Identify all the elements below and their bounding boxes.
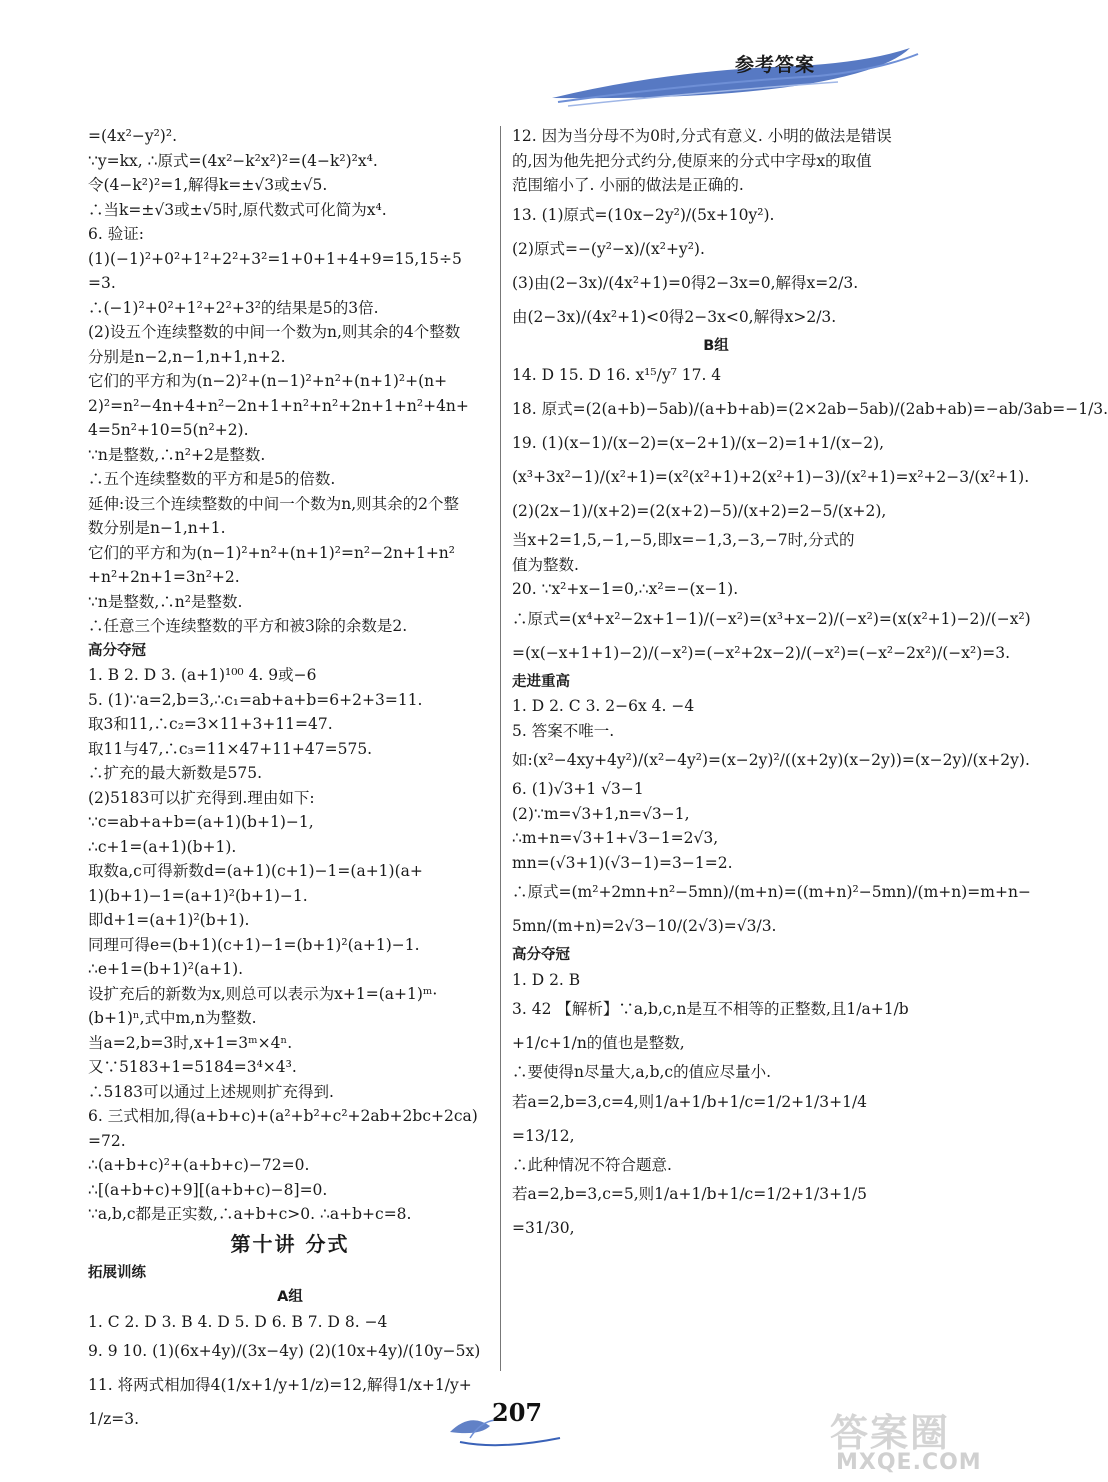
text-line: (2)原式=−(y²−x)/(x²+y²).	[512, 239, 705, 258]
text-line: ∵c=ab+a+b=(a+1)(b+1)−1,	[88, 813, 314, 831]
text-line: ∴e+1=(b+1)²(a+1).	[88, 960, 244, 978]
text-line: =(x(−x+1+1)−2)/(−x²)=(−x²+2x−2)/(−x²)=(−x²−2x²)/(−x²)=3.	[512, 643, 1011, 662]
text-line: 14. D 15. D 16. x¹⁵/y⁷ 17. 4	[512, 366, 722, 384]
text-line: =31/30,	[512, 1219, 575, 1237]
text-line: 当a=2,b=3时,x+1=3ᵐ×4ⁿ.	[88, 1033, 293, 1052]
text-line: 若a=2,b=3,c=5,则1/a+1/b+1/c=1/2+1/3+1/5	[512, 1185, 868, 1203]
text-line: ∵n是整数,∴n²是整数.	[88, 592, 243, 611]
text-line: 6. 验证:	[88, 225, 144, 243]
text-line: 6. (1)√3+1 √3−1	[512, 780, 644, 798]
text-line: 它们的平方和为(n−1)²+n²+(n+1)²=n²−2n+1+n²	[88, 543, 455, 562]
text-line: (b+1)ⁿ,式中m,n为整数.	[88, 1009, 257, 1027]
text-line: 值为整数.	[512, 555, 579, 574]
text-line: 3. 42 【解析】∵a,b,c,n是互不相等的正整数,且1/a+1/b	[512, 1000, 909, 1018]
text-line: ∴此种情况不符合题意.	[512, 1155, 672, 1174]
text-line: 它们的平方和为(n−2)²+(n−1)²+n²+(n+1)²+(n+	[88, 372, 448, 390]
text-line: +n²+2n+1=3n²+2.	[88, 568, 240, 586]
text-line: (2)∵m=√3+1,n=√3−1,	[512, 804, 690, 823]
text-line: 范围缩小了. 小丽的做法是正确的.	[512, 176, 744, 194]
column-divider	[500, 126, 501, 1371]
page-number: 207	[492, 1398, 543, 1427]
text-line: ∴原式=(x⁴+x²−2x+1−1)/(−x²)=(x³+x−2)/(−x²)=(x(x²+1)−2)/(−x²)	[512, 609, 1031, 628]
text-line: 由(2−3x)/(4x²+1)<0得2−3x<0,解得x>2/3.	[512, 307, 837, 326]
text-line: ∴c+1=(a+1)(b+1).	[88, 837, 237, 856]
text-line: ∴扩充的最大新数是575.	[88, 764, 263, 782]
text-line: 1. D 2. C 3. 2−6x 4. −4	[512, 697, 695, 715]
text-line: 当x+2=1,5,−1,−5,即x=−1,3,−3,−7时,分式的	[512, 531, 855, 549]
header-title: 参考答案	[735, 54, 816, 76]
left-column	[88, 124, 492, 1436]
text-line: ∴当k=±√3或±√5时,原代数式可化简为x⁴.	[88, 200, 387, 219]
text-line: (2)(2x−1)/(x+2)=(2(x+2)−5)/(x+2)=2−5/(x+2),	[512, 502, 887, 520]
text-line: 拓展训练	[88, 1264, 146, 1281]
text-line: 6. 三式相加,得(a+b+c)+(a²+b²+c²+2ab+2bc+2ca)	[88, 1107, 478, 1125]
text-line: 延伸:设三个连续整数的中间一个数为n,则其余的2个整	[88, 494, 459, 513]
text-line: 1. B 2. D 3. (a+1)¹⁰⁰ 4. 9或−6	[88, 666, 317, 684]
text-line: =13/12,	[512, 1126, 575, 1145]
text-line: ∴(−1)²+0²+1²+2²+3²的结果是5的3倍.	[88, 298, 379, 317]
text-line: =72.	[88, 1131, 126, 1150]
text-line: 即d+1=(a+1)²(b+1).	[88, 911, 250, 929]
text-line: 如:(x²−4xy+4y²)/(x²−4y²)=(x−2y)²/((x+2y)(x−2y))=(x−2y)/(x+2y).	[512, 751, 1030, 769]
right-column	[512, 124, 1108, 1245]
text-line: 取数a,c可得新数d=(a+1)(c+1)−1=(a+1)(a+	[88, 862, 423, 880]
text-line: (2)设五个连续整数的中间一个数为n,则其余的4个整数	[88, 323, 461, 341]
text-line: 13. (1)原式=(10x−2y²)/(5x+10y²).	[512, 205, 775, 224]
text-line: (x³+3x²−1)/(x²+1)=(x²(x²+1)+2(x²+1)−3)/(x²+1)=x²+2−3/(x²+1).	[512, 468, 1030, 486]
text-line: (3)由(2−3x)/(4x²+1)=0得2−3x=0,解得x=2/3.	[512, 273, 859, 292]
text-line: 同理可得e=(b+1)(c+1)−1=(b+1)²(a+1)−1.	[88, 935, 420, 954]
text-line: 走进重高	[512, 673, 570, 690]
text-line: ∴任意三个连续整数的平方和被3除的余数是2.	[88, 617, 408, 635]
text-line: 高分夺冠	[512, 947, 570, 963]
text-line: 高分夺冠	[88, 642, 146, 659]
text-line: 4=5n²+10=5(n²+2).	[88, 421, 249, 439]
text-line: A组	[277, 1289, 303, 1305]
text-line: 第十讲 分式	[230, 1231, 350, 1256]
text-line: =(4x²−y²)².	[88, 127, 177, 145]
text-line: ∵a,b,c都是正实数,∴a+b+c>0. ∴a+b+c=8.	[88, 1205, 412, 1223]
text-line: 1. D 2. B	[512, 970, 581, 989]
text-line: 的,因为他先把分式约分,使原来的分式中字母x的取值	[512, 151, 872, 170]
text-line: mn=(√3+1)(√3−1)=3−1=2.	[512, 853, 733, 872]
text-line: ∵y=kx, ∴原式=(4x²−k²x²)²=(4−k²)²x⁴.	[88, 151, 378, 170]
text-line: B组	[703, 337, 729, 354]
watermark-url: MXQE.COM	[836, 1450, 982, 1475]
text-line: ∴要使得n尽量大,a,b,c的值应尽量小.	[512, 1063, 772, 1081]
text-line: 9. 9 10. (1)(6x+4y)/(3x−4y) (2)(10x+4y)/(10y−5x)	[88, 1342, 481, 1360]
text-line: ∴(a+b+c)²+(a+b+c)−72=0.	[88, 1156, 310, 1174]
text-line: +1/c+1/n的值也是整数,	[512, 1034, 685, 1052]
text-line: 11. 将两式相加得4(1/x+1/y+1/z)=12,解得1/x+1/y+	[88, 1376, 472, 1394]
text-line: 分别是n−2,n−1,n+1,n+2.	[88, 347, 286, 366]
text-line: ∴五个连续整数的平方和是5的倍数.	[88, 470, 336, 488]
text-line: 12. 因为当分母不为0时,分式有意义. 小明的做法是错误	[512, 127, 892, 145]
text-line: 令(4−k²)²=1,解得k=±√3或±√5.	[88, 176, 328, 194]
text-line: ∴5183可以通过上述规则扩充得到.	[88, 1082, 334, 1101]
text-line: 数分别是n−1,n+1.	[88, 519, 226, 537]
text-line: 1)(b+1)−1=(a+1)²(b+1)−1.	[88, 886, 308, 905]
text-line: 5mn/(m+n)=2√3−10/(2√3)=√3/3.	[512, 917, 777, 935]
text-line: ∴m+n=√3+1+√3−1=2√3,	[512, 829, 719, 847]
text-line: 1/z=3.	[88, 1410, 140, 1428]
text-line: 18. 原式=(2(a+b)−5ab)/(a+b+ab)=(2×2ab−5ab)/(2ab+ab)=−ab/3ab=−1/3.	[512, 400, 1108, 418]
text-line: 取11与47,∴c₃=11×47+11+47=575.	[88, 739, 373, 758]
text-line: ∵n是整数,∴n²+2是整数.	[88, 445, 266, 464]
text-line: 19. (1)(x−1)/(x−2)=(x−2+1)/(x−2)=1+1/(x−2),	[512, 434, 885, 452]
text-line: 5. (1)∵a=2,b=3,∴c₁=ab+a+b=6+2+3=11.	[88, 690, 423, 709]
text-line: ∴[(a+b+c)+9][(a+b+c)−8]=0.	[88, 1180, 328, 1199]
text-line: 20. ∵x²+x−1=0,∴x²=−(x−1).	[512, 580, 739, 598]
text-line: 2)²=n²−4n+4+n²−2n+1+n²+n²+2n+1+n²+4n+	[88, 396, 469, 415]
text-line: 设扩充后的新数为x,则总可以表示为x+1=(a+1)ᵐ·	[88, 984, 438, 1003]
text-line: =3.	[88, 274, 116, 292]
text-line: ∴原式=(m²+2mn+n²−5mn)/(m+n)=((m+n)²−5mn)/(m+n)=m+n−	[512, 883, 1031, 901]
text-line: (1)(−1)²+0²+1²+2²+3²=1+0+1+4+9=15,15÷5	[88, 249, 462, 268]
text-line: 又∵5183+1=5184=3⁴×4³.	[88, 1058, 297, 1076]
text-line: (2)5183可以扩充得到.理由如下:	[88, 788, 315, 807]
text-line: 1. C 2. D 3. B 4. D 5. D 6. B 7. D 8. −4	[88, 1312, 388, 1331]
watermark-logo-text: 答案圈	[830, 1411, 951, 1455]
text-line: 若a=2,b=3,c=4,则1/a+1/b+1/c=1/2+1/3+1/4	[512, 1092, 868, 1111]
text-line: 5. 答案不唯一.	[512, 721, 615, 740]
text-line: 取3和11,∴c₂=3×11+3+11=47.	[88, 715, 333, 733]
